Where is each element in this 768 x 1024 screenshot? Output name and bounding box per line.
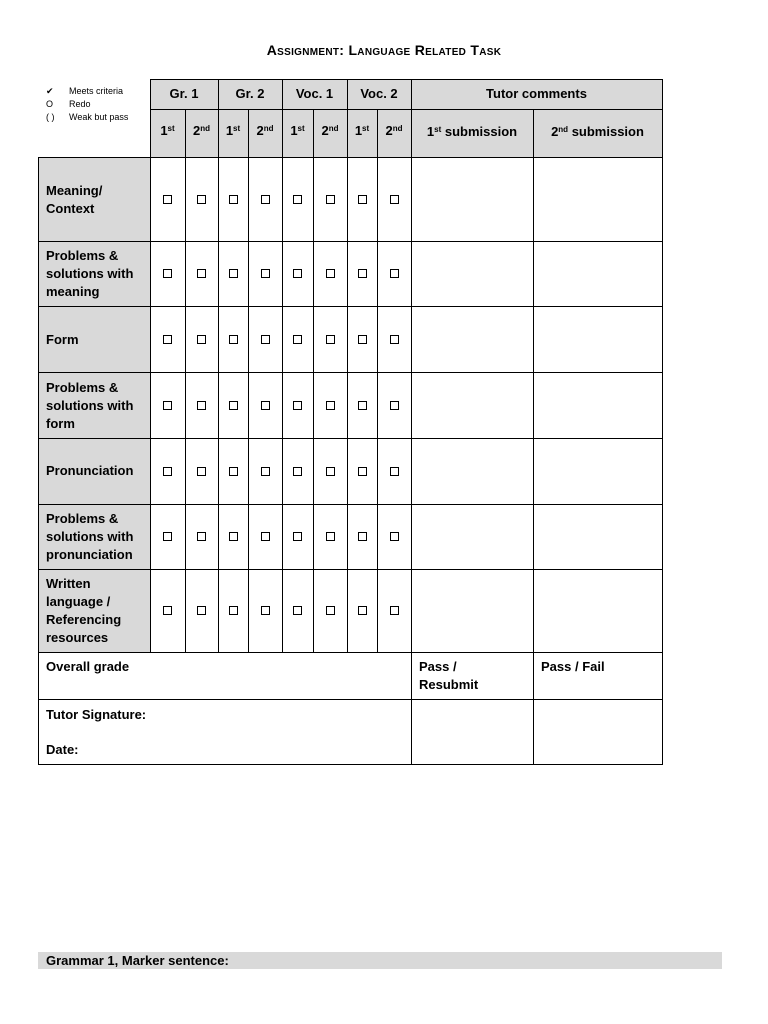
grid-line [38, 652, 663, 653]
checkbox[interactable] [293, 195, 302, 204]
checkbox[interactable] [390, 269, 399, 278]
grid-line [150, 109, 663, 110]
checkbox[interactable] [261, 467, 270, 476]
comment-cell-2nd[interactable] [534, 373, 662, 438]
checkbox[interactable] [358, 269, 367, 278]
checkbox[interactable] [163, 335, 172, 344]
check-icon: ✔ [46, 86, 54, 96]
submission-header-label: submission [568, 124, 644, 139]
legend-item [46, 111, 128, 124]
header-number: 2 [385, 123, 393, 138]
header-number: 2 [192, 123, 201, 138]
checkbox[interactable] [229, 467, 238, 476]
comment-cell-1st[interactable] [412, 570, 533, 652]
row-label: Form [46, 332, 79, 347]
grid-line [150, 79, 151, 653]
checkbox[interactable] [326, 606, 335, 615]
submission-header [150, 122, 185, 140]
header-ordinal: nd [200, 124, 210, 133]
header-number: 2 [256, 123, 264, 138]
overall-grade-label: Overall grade [46, 659, 130, 674]
checkbox[interactable] [293, 401, 302, 410]
comment-cell-2nd[interactable] [534, 439, 662, 504]
comment-cell-1st[interactable] [412, 373, 533, 438]
header-ordinal: st [297, 124, 305, 133]
checkbox[interactable] [390, 335, 399, 344]
submission-header-sup: st [434, 125, 442, 134]
row-label: Problems & solutions with pronunciation [46, 511, 134, 562]
checkbox[interactable] [293, 335, 302, 344]
header-ordinal: st [167, 124, 175, 133]
checkbox[interactable] [197, 335, 206, 344]
group-header: Gr. 2 [235, 86, 265, 101]
checkbox[interactable] [326, 467, 335, 476]
checkbox[interactable] [229, 606, 238, 615]
checkbox[interactable] [390, 467, 399, 476]
grid-line [38, 157, 39, 765]
comment-cell-1st[interactable] [412, 242, 533, 306]
header-number: 1 [354, 123, 363, 138]
checkbox[interactable] [326, 335, 335, 344]
submission-header-label: submission [441, 124, 518, 139]
tutor-submission-header [411, 123, 533, 141]
header-number: 1 [160, 123, 168, 138]
checkbox[interactable] [163, 269, 172, 278]
checkbox[interactable] [229, 195, 238, 204]
checkbox[interactable] [261, 269, 270, 278]
circle-icon: O [46, 99, 54, 109]
grid-line [377, 109, 378, 653]
comment-cell-1st[interactable] [412, 505, 533, 569]
header-ordinal: nd [392, 124, 403, 133]
submission-header [313, 122, 347, 140]
submission-header [347, 122, 377, 140]
group-header: Gr. 1 [169, 86, 199, 101]
row-label: Problems & solutions with form [46, 380, 134, 431]
submission-header [185, 122, 218, 140]
grid-line [313, 109, 314, 653]
header-ordinal: nd [263, 124, 274, 133]
checkbox[interactable] [197, 401, 206, 410]
checkbox[interactable] [326, 401, 335, 410]
checkbox[interactable] [197, 467, 206, 476]
checkbox[interactable] [197, 195, 206, 204]
header-number: 1 [225, 123, 234, 138]
checkbox[interactable] [163, 606, 172, 615]
checkbox[interactable] [293, 269, 302, 278]
checkbox[interactable] [390, 606, 399, 615]
checkbox[interactable] [390, 532, 399, 541]
checkbox[interactable] [390, 195, 399, 204]
checkbox[interactable] [358, 335, 367, 344]
footer-label: Grammar 1, Marker sentence: [46, 953, 229, 968]
header-number: 1 [290, 123, 298, 138]
grid-line [38, 764, 663, 765]
checkbox[interactable] [326, 195, 335, 204]
group-header: Voc. 1 [295, 86, 334, 101]
comment-cell-1st[interactable] [412, 307, 533, 372]
submission-header-sup: nd [558, 125, 569, 134]
header-ordinal: st [362, 124, 370, 133]
row-label: Problems & solutions with meaning [46, 248, 134, 299]
legend-label: Weak but pass [69, 112, 129, 122]
checkbox[interactable] [261, 606, 270, 615]
submission-header-num: 1 [426, 124, 435, 139]
tutor-signature-label: Tutor Signature: [46, 707, 147, 722]
comment-cell-2nd[interactable] [534, 505, 662, 569]
grid-line [347, 79, 348, 653]
checkbox[interactable] [229, 401, 238, 410]
checkbox[interactable] [163, 467, 172, 476]
checkbox[interactable] [293, 606, 302, 615]
submission-header [248, 122, 282, 140]
checkbox[interactable] [197, 606, 206, 615]
submission-header [282, 122, 313, 140]
page-title: Assignment: Language Related Task [266, 42, 502, 58]
checkbox[interactable] [229, 335, 238, 344]
comment-cell-2nd[interactable] [534, 307, 662, 372]
comment-cell-2nd[interactable] [534, 158, 662, 241]
checkbox[interactable] [229, 532, 238, 541]
submission-header [218, 122, 248, 140]
grid-line [662, 79, 663, 765]
grid-line [150, 79, 663, 80]
checkbox[interactable] [197, 269, 206, 278]
checkbox[interactable] [358, 532, 367, 541]
legend-label: Redo [69, 99, 91, 109]
comment-cell-2nd[interactable] [534, 242, 662, 306]
checkbox[interactable] [261, 195, 270, 204]
legend [46, 85, 128, 124]
row-label: Meaning/ Context [46, 183, 103, 216]
checkbox[interactable] [261, 532, 270, 541]
checkbox[interactable] [163, 195, 172, 204]
grid-line [218, 79, 219, 653]
comment-cell-2nd[interactable] [534, 570, 662, 652]
checkbox[interactable] [358, 467, 367, 476]
checkbox[interactable] [261, 335, 270, 344]
row-label: Written language / Referencing resources [46, 576, 122, 645]
legend-label: Meets criteria [69, 86, 124, 96]
checkbox[interactable] [293, 532, 302, 541]
checkbox[interactable] [390, 401, 399, 410]
group-header: Tutor comments [486, 86, 587, 101]
checkbox[interactable] [358, 195, 367, 204]
tutor-submission-header [533, 123, 662, 141]
checkbox[interactable] [163, 401, 172, 410]
checkbox[interactable] [326, 269, 335, 278]
overall-first-submission: Pass / Resubmit [419, 659, 479, 692]
grid-line [38, 699, 663, 700]
group-header: Voc. 2 [360, 86, 398, 101]
grid-line [411, 652, 412, 765]
header-ordinal: nd [328, 124, 339, 133]
grid-line [248, 109, 249, 653]
parentheses-icon: ( ) [46, 112, 55, 122]
header-number: 2 [321, 123, 329, 138]
header-ordinal: st [233, 124, 241, 133]
checkbox[interactable] [197, 532, 206, 541]
date-label: Date: [46, 742, 79, 757]
checkbox[interactable] [163, 532, 172, 541]
submission-header-num: 2 [551, 124, 559, 139]
row-label: Pronunciation [46, 463, 134, 478]
checkbox[interactable] [326, 532, 335, 541]
comment-cell-1st[interactable] [412, 439, 533, 504]
legend-item [46, 98, 128, 111]
legend-item [46, 85, 128, 98]
submission-header [377, 122, 411, 140]
comment-cell-1st[interactable] [412, 158, 533, 241]
checkbox[interactable] [293, 467, 302, 476]
checkbox[interactable] [358, 401, 367, 410]
checkbox[interactable] [358, 606, 367, 615]
grid-line [185, 109, 186, 653]
grid-line [282, 79, 283, 653]
overall-second-submission: Pass / Fail [541, 659, 605, 674]
checkbox[interactable] [229, 269, 238, 278]
checkbox[interactable] [261, 401, 270, 410]
